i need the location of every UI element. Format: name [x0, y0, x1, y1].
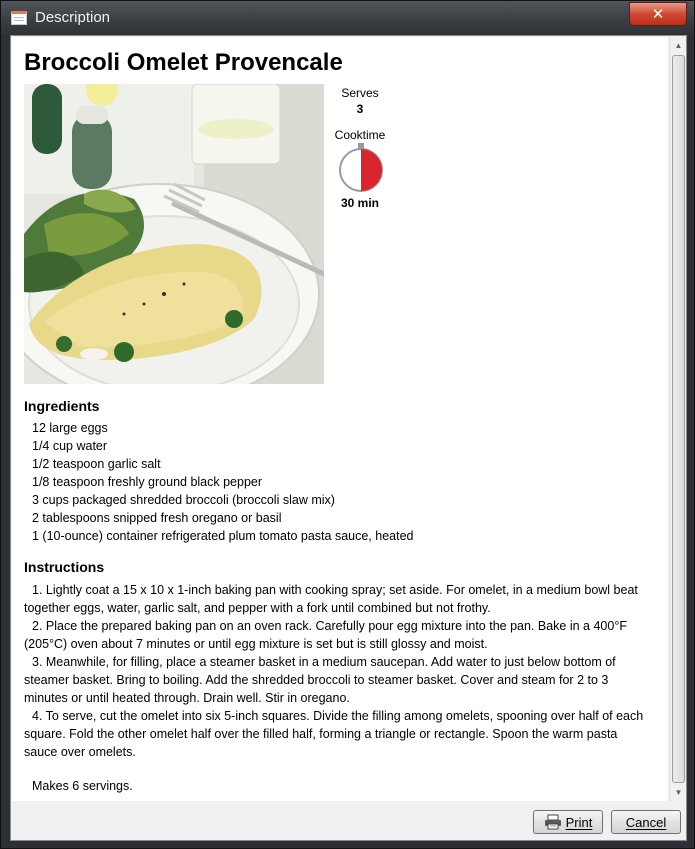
ingredient-item: 2 tablespoons snipped fresh oregano or basil [32, 511, 282, 525]
cooktime-label: Cooktime [334, 128, 386, 142]
omelet-image [24, 84, 324, 384]
ingredient-item: 12 large eggs [32, 421, 108, 435]
serves-label: Serves [341, 86, 379, 100]
printer-icon [544, 814, 562, 830]
cooktime-value: 30 min [340, 196, 379, 210]
cancel-button[interactable] [611, 810, 681, 834]
instructions-list [24, 581, 654, 761]
stopwatch-icon [338, 143, 384, 193]
ingredients-list [32, 419, 413, 545]
vertical-scrollbar[interactable] [669, 37, 686, 801]
scrollbar-thumb[interactable] [672, 55, 685, 783]
ingredient-item: 3 cups packaged shredded broccoli (broccoli slaw mix) [32, 493, 335, 507]
print-button[interactable] [533, 810, 603, 834]
serves-value: 3 [356, 102, 364, 116]
scroll-up-arrow-icon[interactable]: ▲ [674, 41, 683, 50]
instruction-step: 3. Meanwhile, for filling, place a steamer basket in a medium saucepan. Add water to just below bottom of steamer basket. Bring to boiling. Add the shredded broccoli to steamer basket. Cover and steam for 2 to 3 minutes or until heated through. Drain well. Stir in oregano. [24, 655, 616, 705]
title-bar[interactable] [1, 1, 694, 34]
document-icon [11, 11, 27, 25]
dialog-body [10, 35, 687, 841]
ingredients-heading: Ingredients [24, 398, 100, 414]
ingredient-item: 1 (10-ounce) container refrigerated plum tomato pasta sauce, heated [32, 529, 414, 543]
scroll-down-arrow-icon[interactable]: ▼ [674, 788, 683, 797]
ingredient-item: 1/8 teaspoon freshly ground black pepper [32, 475, 263, 489]
makes-servings: Makes 6 servings. [32, 779, 133, 793]
ingredient-item: 1/2 teaspoon garlic salt [32, 457, 161, 471]
ingredient-item: 1/4 cup water [32, 439, 108, 453]
instruction-step: 1. Lightly coat a 15 x 10 x 1-inch baking pan with cooking spray; set aside. For omelet, in a medium bowl beat together eggs, water, garlic salt, and pepper with a fork until combined but not frothy. [24, 583, 638, 615]
cancel-button-label: Cancel [625, 814, 667, 830]
recipe-title: Broccoli Omelet Provencale [24, 49, 343, 76]
recipe-photo [24, 84, 324, 384]
close-button[interactable]: ✕ [629, 2, 687, 26]
instructions-heading: Instructions [24, 559, 105, 575]
instruction-step: 4. To serve, cut the omelet into six 5-inch squares. Divide the filling among omelets, spooning over half of each square. Fold the other omelet half over the filled half, forming a triangle or rectangle. Spoon the warm pasta sauce over omelets. [24, 709, 644, 759]
window-title: Description [35, 9, 111, 26]
recipe-content [12, 37, 668, 801]
print-button-label: Print [565, 814, 593, 830]
instruction-step: 2. Place the prepared baking pan on an oven rack. Carefully pour egg mixture into the pan. Bake in a 400°F (205°C) oven about 7 minutes or until egg mixture is set but is still glossy and moist. [24, 619, 627, 651]
